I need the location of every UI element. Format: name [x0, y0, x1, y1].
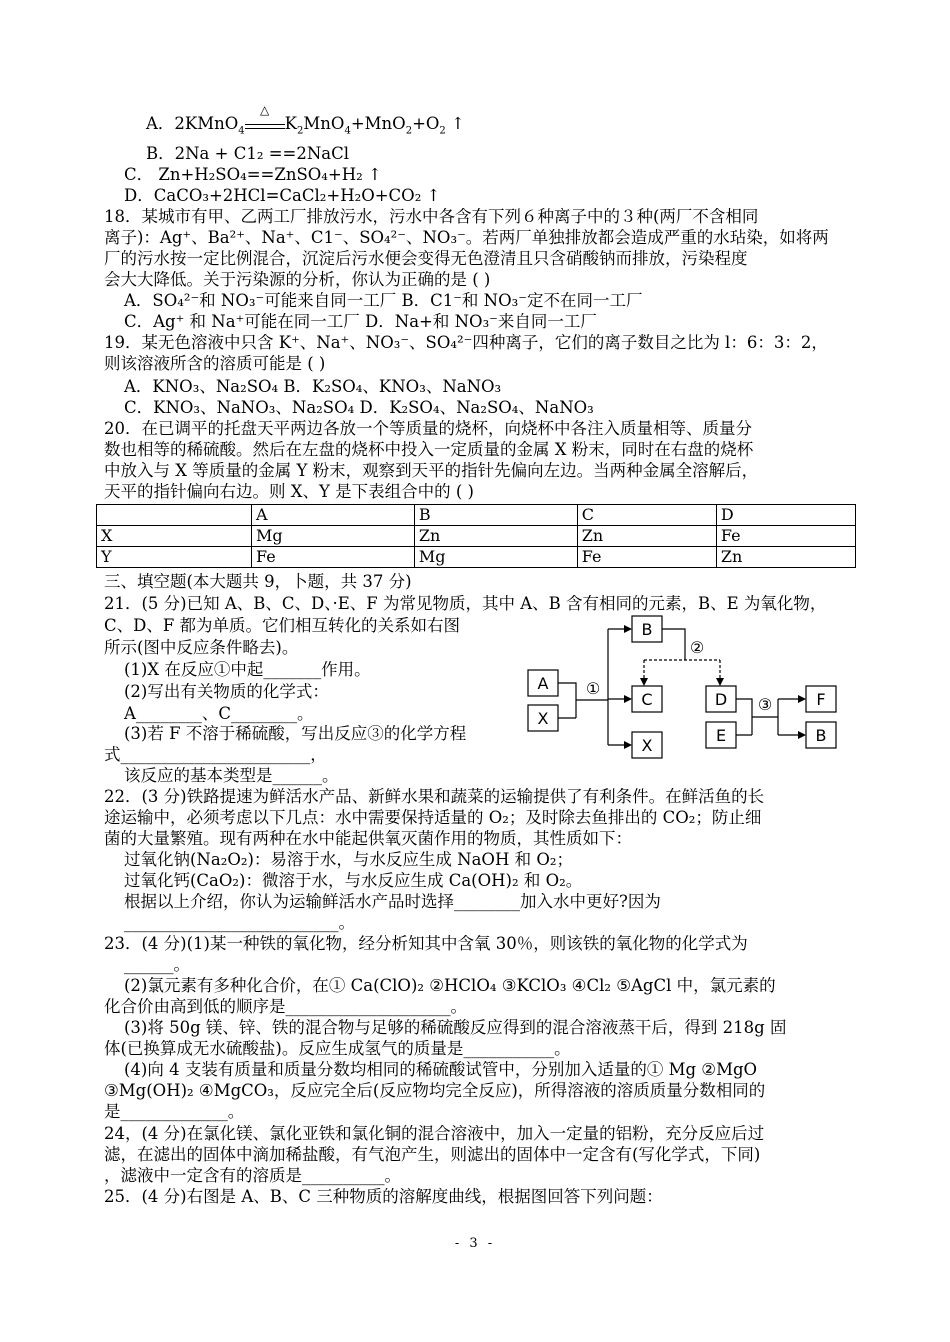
table-cell: B	[414, 505, 577, 526]
q21-line: A________、C________。	[124, 704, 314, 723]
q23-line: 化合价由高到低的顺序是____________________。	[104, 997, 467, 1016]
table-cell: X	[97, 526, 252, 547]
table-cell: Fe	[716, 526, 855, 547]
q21-line: 该反应的基本类型是______。	[124, 766, 339, 785]
table-cell	[97, 505, 252, 526]
q18-options: C．Ag⁺ 和 Na⁺可能在同一工厂 D．Na+和 NO₃⁻来自同一工厂	[124, 312, 597, 331]
table-cell: A	[252, 505, 415, 526]
q24-line: ，滤液中一定含有的溶质是__________。	[104, 1166, 401, 1185]
q23-line: (3)将 50g 镁、锌、铁的混合物与足够的稀硫酸反应得到的混合溶液蒸干后，得到 218g 固	[124, 1018, 787, 1037]
page-number: - 3 -	[454, 1236, 496, 1251]
table-cell: Zn	[577, 526, 716, 547]
label-c: C	[641, 690, 653, 709]
reaction-1-label: ①	[585, 679, 601, 698]
q22-line: 途运输中，必须考虑以下几点：水中需要保持适量的 O₂；及时除去鱼排出的 CO₂；防止细	[104, 808, 762, 827]
table-cell: Fe	[252, 547, 415, 568]
q22-line: __________________________。	[124, 913, 355, 932]
q21-line: (3)若 F 不溶于稀硫酸，写出反应③的化学方程	[124, 724, 467, 743]
table-row	[97, 505, 856, 526]
reaction-3-label: ③	[757, 695, 773, 714]
table-row	[97, 526, 856, 547]
table-cell: C	[577, 505, 716, 526]
q23-line: 23．(4 分)(1)某一种铁的氧化物，经分析知其中含氧 30％，则该铁的氧化物的化学式为	[104, 934, 748, 953]
table-cell: Mg	[252, 526, 415, 547]
q20-line: 20．在已调平的托盘天平两边各放一个等质量的烧杯，向烧杯中各注入质量相等、质量分	[104, 419, 752, 438]
q19-line: 19．某无色溶液中只含 K⁺、Na⁺、NO₃⁻、SO₄²⁻四种离子，它们的离子数目之比为 l：6：3：2，	[104, 333, 828, 352]
q20-line: 数也相等的稀硫酸。然后在左盘的烧杯中投入一定质量的金属 X 粉末，同时在右盘的烧杯	[104, 440, 754, 459]
label-a: A	[537, 674, 549, 693]
q17-option-d: D．CaCO₃+2HCl=CaCl₂+H₂O+CO₂ ↑	[124, 186, 441, 205]
q18-line: 离子)：Ag⁺、Ba²⁺、Na⁺、C1⁻、SO₄²⁻、NO₃⁻。若两厂单独排放都会造成严重的水玷染，如将两	[104, 228, 829, 247]
q23-line: (2)氯元素有多种化合价，在① Ca(ClO)₂ ②HClO₄ ③KClO₃ ④Cl₂ ⑤AgCl 中，氯元素的	[124, 976, 776, 995]
label-e: E	[715, 726, 727, 745]
table-cell: Zn	[716, 547, 855, 568]
table-cell: Mg	[414, 547, 577, 568]
reaction-diagram	[520, 612, 850, 760]
q22-line: 22．(3 分)铁路提速为鲜活水产品、新鲜水果和蔬菜的运输提供了有利条件。在鲜活鱼的长	[104, 787, 765, 806]
q17-option-c: C． Zn+H₂SO₄==ZnSO₄+H₂ ↑	[124, 165, 382, 184]
q23-line: ______。	[124, 955, 190, 974]
q17-option-b: B．2Na + C1₂ ==2NaCl	[146, 144, 350, 163]
q18-line: 会大大降低。关于污染源的分析，你认为正确的是 ( )	[104, 270, 491, 289]
q18-options: A．SO₄²⁻和 NO₃⁻可能来自同一工厂 B．C1⁻和 NO₃⁻定不在同一工厂	[124, 291, 643, 310]
q21-line: C、D、F 都为单质。它们相互转化的关系如右图	[104, 616, 461, 635]
label-d: D	[714, 690, 728, 709]
q25-line: 25．(4 分)右图是 A、B、C 三种物质的溶解度曲线，根据图回答下列问题：	[104, 1187, 663, 1206]
q18-line: 18．某城市有甲、乙两工厂排放污水，污水中各含有下列６种离子中的３种(两厂不含相同	[104, 207, 759, 226]
q22-line: 过氧化钙(CaO₂)：微溶于水，与水反应生成 Ca(OH)₂ 和 O₂。	[124, 871, 583, 890]
q24-line: 滤，在滤出的固体中滴加稀盐酸，有气泡产生，则滤出的固体中一定含有(写化学式，下同)	[104, 1145, 761, 1164]
q23-line: ③Mg(OH)₂ ④MgCO₃，反应完全后(反应物均完全反应)，所得溶液的溶质质量分数相同的	[104, 1081, 766, 1100]
q22-line: 过氧化钠(Na₂O₂)：易溶于水，与水反应生成 NaOH 和 O₂；	[124, 850, 573, 869]
q21-line: 所示(图中反应条件略去)。	[104, 638, 299, 657]
q20-answer-table	[96, 504, 856, 568]
label-b: B	[641, 620, 653, 639]
label-x: X	[537, 709, 549, 728]
q18-line: 厂的污水按一定比例混合，沉淀后污水便会变得无色澄清且只含硝酸钠而排放，污染程度	[104, 249, 748, 268]
table-row	[97, 547, 856, 568]
q23-line: (4)向 4 支装有质量和质量分数均相同的稀硫酸试管中，分别加入适量的① Mg ②MgO	[124, 1060, 758, 1079]
label-f: F	[816, 690, 826, 709]
q19-line: 则该溶液所含的溶质可能是 ( )	[104, 354, 326, 373]
q20-line: 中放入与 X 等质量的金属 Y 粉末，观察到天平的指针先偏向左边。当两种金属全溶解后，	[104, 461, 759, 480]
q23-line: 体(已换算成无水硫酸盐)。反应生成氢气的质量是___________。	[104, 1039, 571, 1058]
q23-line: 是_____________。	[104, 1102, 245, 1121]
q21-line: 式_______________________，	[104, 745, 327, 764]
q20-line: 天平的指针偏向右边。则 X、Y 是下表组合中的 ( )	[104, 482, 474, 501]
section-heading: 三、填空题(本大题共 9，卜题，共 37 分)	[104, 572, 412, 591]
heating-condition-symbol: △	[260, 103, 270, 117]
q19-options: A．KNO₃、Na₂SO₄ B．K₂SO₄、KNO₃、NaNO₃	[124, 377, 502, 396]
label-x: X	[641, 736, 653, 755]
table-cell: D	[716, 505, 855, 526]
q22-line: 根据以上介绍，你认为运输鲜活水产品时选择________加入水中更好?因为	[124, 892, 661, 911]
q24-line: 24，(4 分)在氯化镁、氯化亚铁和氯化铜的混合溶液中，加入一定量的铝粉，充分反应后过	[104, 1124, 765, 1143]
q19-options: C．KNO₃、NaNO₃、Na₂SO₄ D．K₂SO₄、Na₂SO₄、NaNO₃	[124, 398, 594, 417]
table-cell: Zn	[414, 526, 577, 547]
table-cell: Y	[97, 547, 252, 568]
q21-line: 21．(5 分)已知 A、B、C、D、·E、F 为常见物质，其中 A、B 含有相同的元素，B、E 为氧化物，	[104, 594, 827, 613]
q17-option-a: A．2KMnO$_4$ △ $K_2MnO_4+MnO_2+O_2$ ↑	[146, 103, 465, 137]
label-b: B	[815, 726, 827, 745]
table-cell: Fe	[577, 547, 716, 568]
q21-line: (2)写出有关物质的化学式：	[124, 682, 329, 701]
q21-line: (1)X 在反应①中起_______作用。	[124, 660, 371, 679]
q22-line: 菌的大量繁殖。现有两种在水中能起供氧灭菌作用的物质，其性质如下：	[104, 829, 632, 848]
reaction-2-label: ②	[689, 638, 705, 657]
